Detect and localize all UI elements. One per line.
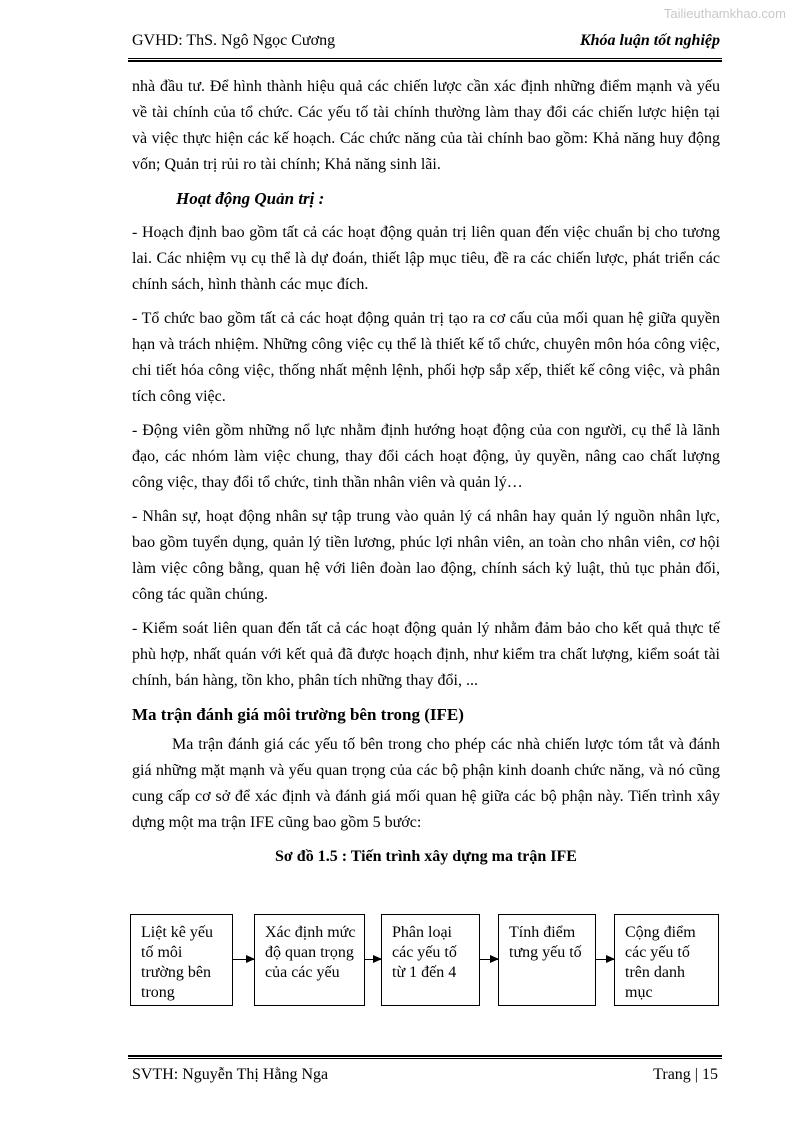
footer-rule <box>128 1055 722 1059</box>
header-title: Khóa luận tốt nghiệp <box>579 32 720 49</box>
flow-arrow-4 <box>596 959 614 960</box>
flow-arrow-2 <box>365 959 381 960</box>
flow-arrow-3 <box>480 959 498 960</box>
subheading-management: Hoạt động Quản trị : <box>176 189 325 208</box>
bullet-controlling: - Kiểm soát liên quan đến tất cả các hoạt động quản lý nhằm đảm bảo cho kết quả thực tế phù hợp, nhất quán với kết quả đã được hoạch định, như kiểm tra chất lượng, kiểm soát tài chính, bán hàng, tồn kho, phân tích những thay đổi, ... <box>132 620 720 689</box>
bullet-staffing: - Nhân sự, hoạt động nhân sự tập trung vào quản lý cá nhân hay quản lý nguồn nhân lực, bao gồm tuyển dụng, quản lý tiền lương, phúc lợi nhân viên, an toàn cho nhân viên, cơ hội làm việc công bằng, quan hệ với liên đoàn lao động, chính sách kỷ luật, thủ tục phản đối, công tác quần chúng. <box>132 508 720 603</box>
flow-step-4: Tính điểm tưng yếu tố <box>498 914 596 1006</box>
bullet-planning: - Hoạch định bao gồm tất cả các hoạt động quản trị liên quan đến việc chuẩn bị cho tương lai. Các nhiệm vụ cụ thể là dự đoán, thiết lập mục tiêu, đề ra các chiến lược, phát triển các chính sách, hình thành các mục đích. <box>132 224 720 293</box>
flow-arrow-1 <box>233 959 254 960</box>
footer-student: SVTH: Nguyễn Thị Hằng Nga <box>132 1066 329 1083</box>
header-rule <box>128 58 722 62</box>
flow-step-3: Phân loại các yếu tố từ 1 đến 4 <box>381 914 480 1006</box>
page-number: Trang | 15 <box>653 1066 718 1083</box>
page-content <box>132 74 720 870</box>
bullet-motivating: - Động viên gồm những nổ lực nhằm định hướng hoạt động của con người, cụ thể là lãnh đạo, các nhóm làm việc chung, thay đổi cách hoạt động, ủy quyền, nâng cao chất lượng công việc, thay đổi tổ chức, tinh thần nhân viên và quản lý… <box>132 422 720 491</box>
bullet-organizing: - Tổ chức bao gồm tất cả các hoạt động quản trị tạo ra cơ cấu của mối quan hệ giữa quyền hạn và trách nhiệm. Những công việc cụ thể là thiết kế tổ chức, chuyên môn hóa công việc, chi tiết hóa công việc, thống nhất mệnh lệnh, phối hợp sắp xếp, thiết kế công việc, và phân tích công việc. <box>132 310 720 405</box>
paragraph-ife: Ma trận đánh giá các yếu tố bên trong cho phép các nhà chiến lược tóm tắt và đánh giá những mặt mạnh và yếu quan trọng của các bộ phận kinh doanh chức năng, và nó cũng cung cấp cơ sở để xác định và đánh giá mối quan hệ giữa các bộ phận này. Tiến trình xây dựng một ma trận IFE cũng bao gồm 5 bước: <box>132 736 720 831</box>
paragraph-finance: nhà đầu tư. Để hình thành hiệu quả các chiến lược cần xác định những điểm mạnh và yếu về tài chính của tổ chức. Các yếu tố tài chính thường làm thay đổi các chiến lược hiện tại và việc thực hiện các kế hoạch. Các chức năng của tài chính bao gồm: Khả năng huy động vốn; Quản trị rủi ro tài chính; Khả năng sinh lãi. <box>132 78 720 173</box>
watermark: Tailieuthamkhao.com <box>663 6 786 21</box>
flow-step-1: Liệt kê yếu tố môi trường bên trong <box>130 914 233 1006</box>
diagram-caption: Sơ đồ 1.5 : Tiến trình xây dựng ma trận IFE <box>275 848 577 865</box>
section-heading-ife: Ma trận đánh giá môi trường bên trong (IFE) <box>132 705 464 724</box>
flow-step-2: Xác định mức độ quan trọng của các yếu <box>254 914 365 1006</box>
header-supervisor: GVHD: ThS. Ngô Ngọc Cương <box>132 32 336 49</box>
flow-step-5: Cộng điểm các yếu tố trên danh mục <box>614 914 719 1006</box>
